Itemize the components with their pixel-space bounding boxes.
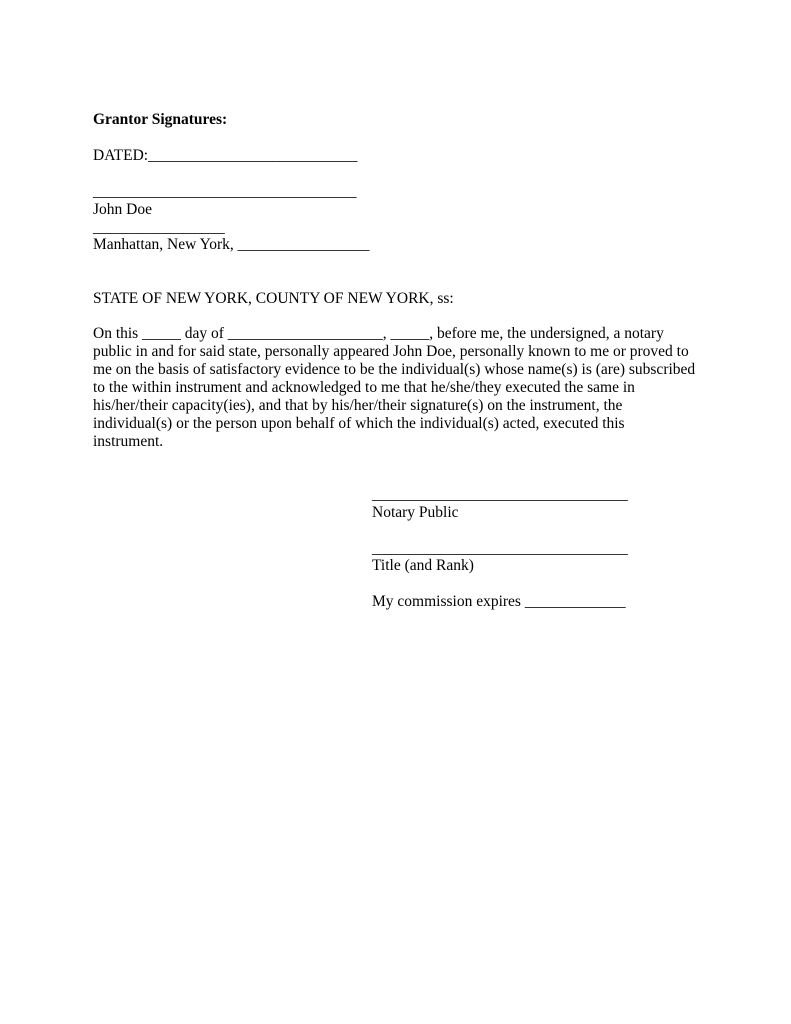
commission-expires-line: My commission expires _____________ — [372, 593, 626, 610]
acknowledgment-line: On this _____ day of ____________________, _____, before me, the undersigned, a notary — [93, 325, 664, 342]
acknowledgment-line: his/her/their capacity(ies), and that by his/her/their signature(s) on the instrument, the — [93, 397, 623, 414]
acknowledgment-line: to the within instrument and acknowledged to me that he/she/they executed the same in — [93, 379, 635, 396]
notary-title-line: _________________________________ — [372, 540, 628, 557]
grantor-signatures-heading: Grantor Signatures: — [93, 111, 228, 128]
acknowledgment-line: public in and for said state, personally appeared John Doe, personally known to me or proved to — [93, 343, 689, 360]
acknowledgment-line: me on the basis of satisfactory evidence to be the individual(s) whose name(s) is (are) subscribed — [93, 361, 696, 378]
acknowledgment-paragraph — [93, 325, 703, 451]
venue-line: STATE OF NEW YORK, COUNTY OF NEW YORK, ss: — [93, 290, 454, 307]
location-line: Manhattan, New York, _________________ — [93, 236, 370, 253]
notary-public-label: Notary Public — [372, 504, 459, 521]
acknowledgment-line: individual(s) or the person upon behalf of which the individual(s) acted, executed this — [93, 415, 625, 432]
notary-signature-line: _________________________________ — [372, 486, 628, 503]
grantor-name: John Doe — [93, 201, 152, 218]
notary-title-label: Title (and Rank) — [372, 557, 474, 574]
dated-line: DATED:___________________________ — [93, 147, 358, 164]
grantor-short-line: _________________ — [93, 219, 225, 236]
acknowledgment-line: instrument. — [93, 433, 164, 450]
grantor-signature-line: __________________________________ — [93, 183, 357, 200]
